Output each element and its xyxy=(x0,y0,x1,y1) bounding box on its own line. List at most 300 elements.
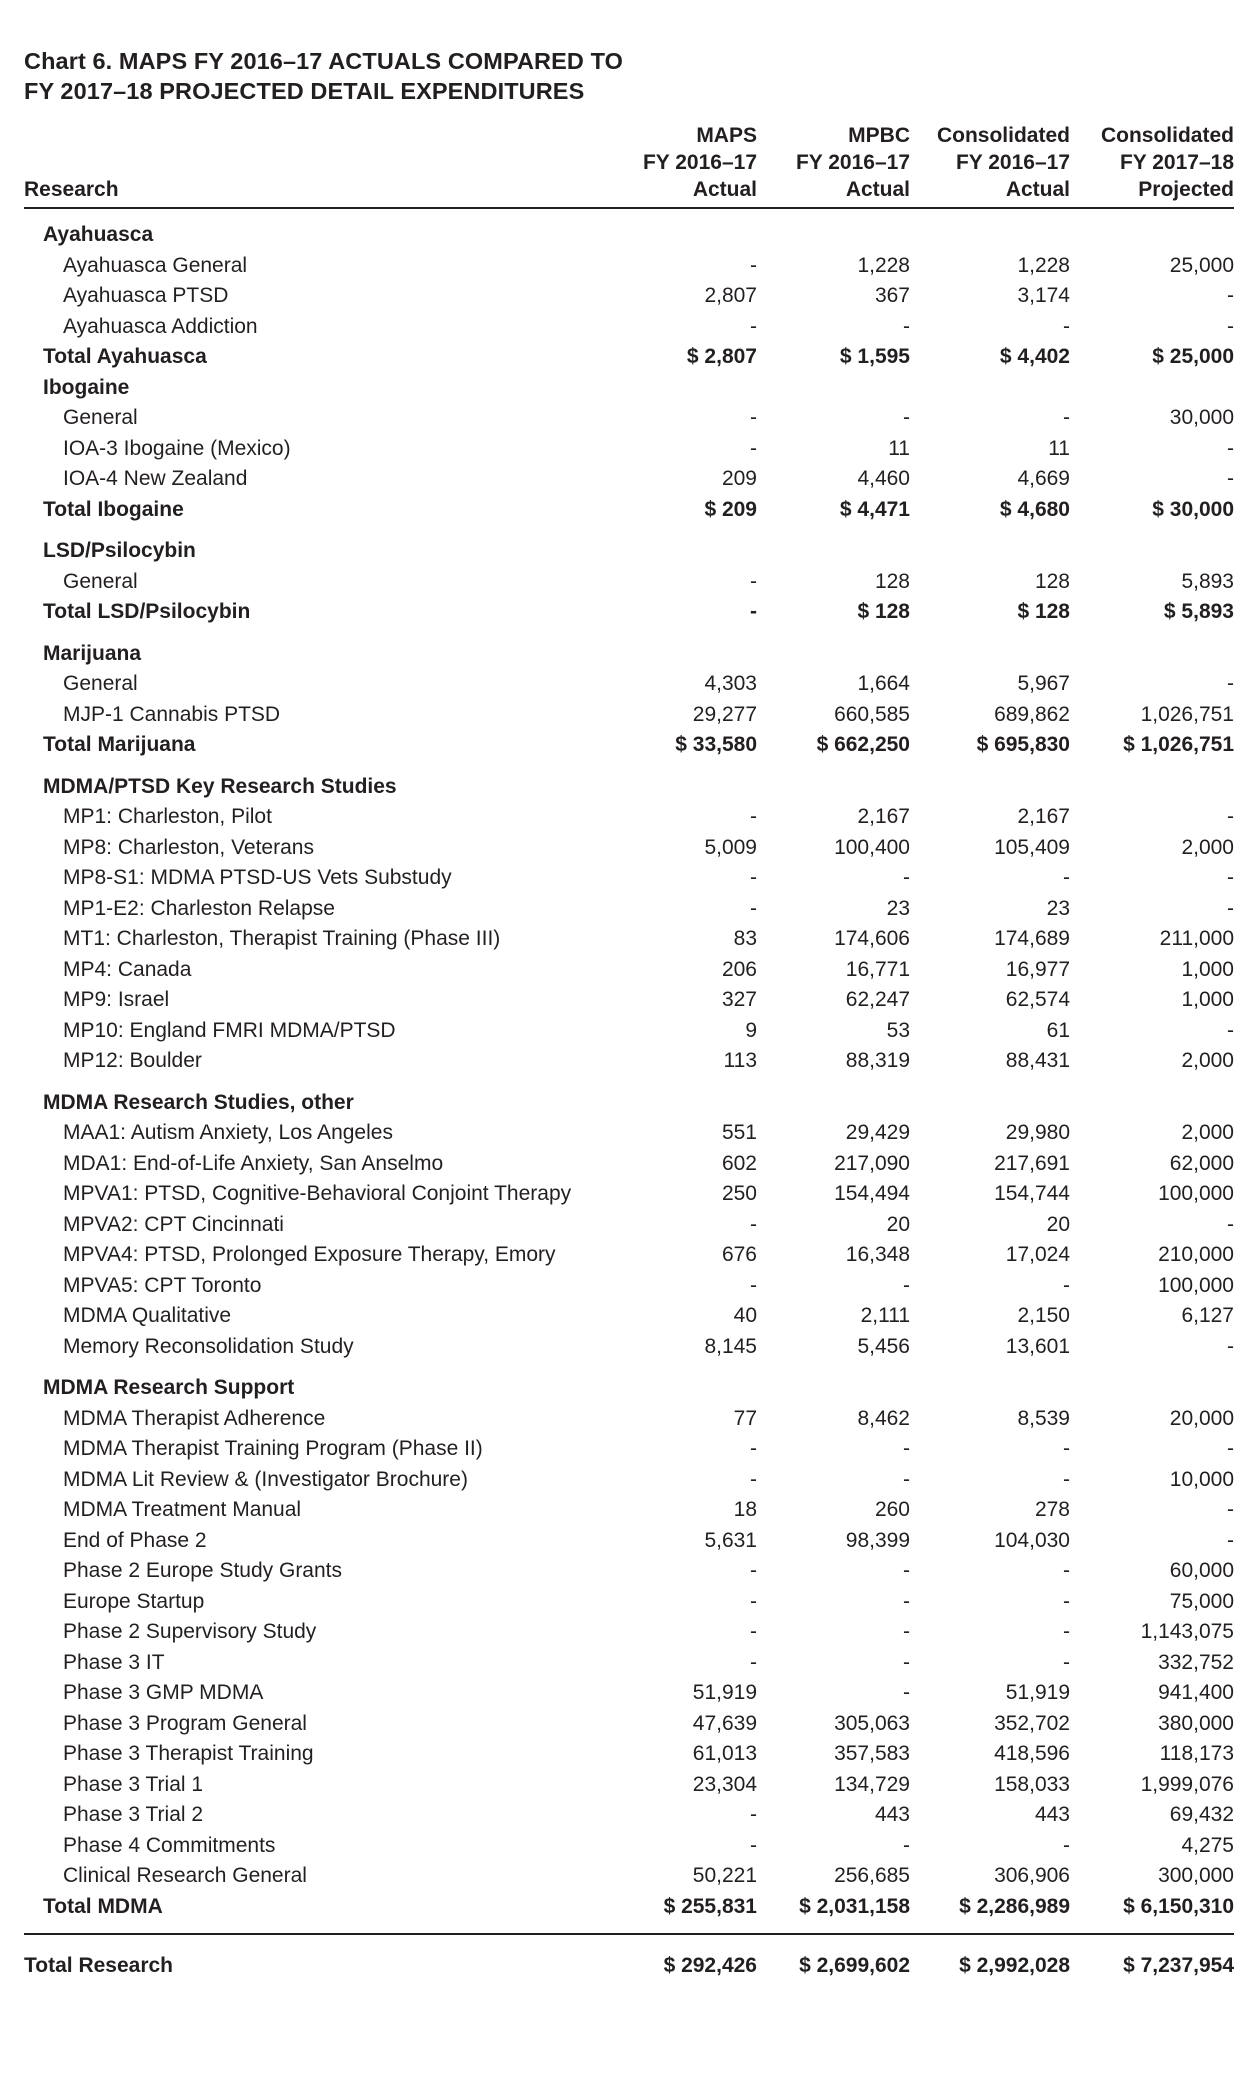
cell-maps-actual: 250 xyxy=(721,1182,757,1205)
row-label: MP1: Charleston, Pilot xyxy=(63,805,272,828)
cell-consolidated-projected: 75,000 xyxy=(1169,1589,1234,1613)
section-header-row xyxy=(24,220,1234,251)
cell-consolidated-projected: - xyxy=(1227,284,1234,307)
cell-consolidated-actual: 105,409 xyxy=(994,835,1070,859)
cell-consolidated-actual: 20 xyxy=(1046,1212,1070,1236)
cell-mpbc-actual: - xyxy=(903,1650,910,1674)
total-mpbc-actual: $ 4,471 xyxy=(839,497,910,521)
row-label: MP8: Charleston, Veterans xyxy=(63,835,314,859)
table-body xyxy=(24,208,1234,1997)
row-label: Phase 3 Trial 1 xyxy=(63,1772,204,1796)
cell-consolidated-projected: 5,893 xyxy=(1181,569,1234,593)
title-line-2: FY 2017–18 PROJECTED DETAIL EXPENDITURES xyxy=(24,78,585,104)
cell-maps-actual: - xyxy=(750,1212,757,1236)
cell-mpbc-actual: 4,460 xyxy=(857,467,910,490)
row-label: Ayahuasca PTSD xyxy=(63,284,229,307)
total-mpbc-actual: $ 2,031,158 xyxy=(799,1894,910,1918)
cell-maps-actual: 51,919 xyxy=(692,1681,757,1704)
total-mpbc-actual: $ 662,250 xyxy=(816,733,910,756)
row-label: MP10: England FMRI MDMA/PTSD xyxy=(63,1018,396,1042)
cell-maps-actual: - xyxy=(750,406,757,429)
table-row xyxy=(24,833,1234,864)
header-line: MAPS xyxy=(696,124,757,147)
total-label: Total Ayahuasca xyxy=(43,345,207,368)
cell-consolidated-actual: 104,030 xyxy=(994,1528,1070,1552)
cell-maps-actual: 77 xyxy=(733,1406,757,1430)
cell-maps-actual: 83 xyxy=(733,927,757,950)
cell-consolidated-projected: 1,143,075 xyxy=(1140,1620,1234,1643)
cell-consolidated-actual: - xyxy=(1063,406,1070,429)
table-row xyxy=(24,924,1234,955)
cell-mpbc-actual: 53 xyxy=(886,1018,910,1042)
cell-mpbc-actual: 256,685 xyxy=(834,1864,910,1887)
cell-maps-actual: 50,221 xyxy=(692,1864,757,1887)
cell-maps-actual: - xyxy=(750,1273,757,1297)
cell-mpbc-actual: 98,399 xyxy=(845,1528,910,1552)
header-maps-actual xyxy=(625,122,757,208)
table-row xyxy=(24,1434,1234,1465)
cell-consolidated-actual: - xyxy=(1063,1559,1070,1582)
cell-consolidated-actual: 61 xyxy=(1046,1018,1070,1042)
cell-maps-actual: 18 xyxy=(733,1498,757,1521)
cell-consolidated-actual: 689,862 xyxy=(994,702,1070,726)
cell-consolidated-actual: 2,150 xyxy=(1017,1304,1070,1327)
cell-mpbc-actual: 154,494 xyxy=(834,1182,910,1205)
header-line: Projected xyxy=(1138,178,1234,201)
table-row xyxy=(24,1179,1234,1210)
cell-consolidated-projected: 332,752 xyxy=(1158,1650,1234,1674)
section-header-row xyxy=(24,639,1234,670)
cell-mpbc-actual: 20 xyxy=(886,1212,910,1236)
cell-consolidated-projected: 60,000 xyxy=(1169,1559,1234,1582)
cell-maps-actual: - xyxy=(750,1589,757,1613)
table-row xyxy=(24,1739,1234,1770)
cell-consolidated-actual: 8,539 xyxy=(1017,1406,1070,1430)
cell-consolidated-projected: - xyxy=(1227,805,1234,828)
row-label: IOA-3 Ibogaine (Mexico) xyxy=(63,436,291,460)
cell-maps-actual: 9 xyxy=(745,1018,757,1042)
cell-maps-actual: 5,009 xyxy=(704,835,757,859)
spacer-row xyxy=(24,761,1234,772)
cell-mpbc-actual: 128 xyxy=(874,569,910,593)
grand-total-consolidated-projected: $ 7,237,954 xyxy=(1070,1934,1234,1997)
cell-consolidated-projected: 2,000 xyxy=(1181,1049,1234,1072)
cell-consolidated-projected: 1,000 xyxy=(1181,957,1234,981)
table-row xyxy=(24,1709,1234,1740)
cell-consolidated-actual: - xyxy=(1063,1620,1070,1643)
cell-consolidated-projected: - xyxy=(1227,1498,1234,1521)
total-label: Total LSD/Psilocybin xyxy=(43,600,251,623)
cell-consolidated-actual: 217,691 xyxy=(994,1151,1070,1175)
cell-maps-actual: 23,304 xyxy=(692,1772,757,1796)
row-label: General xyxy=(63,406,138,429)
total-consolidated-projected: $ 1,026,751 xyxy=(1123,733,1234,756)
cell-consolidated-projected: - xyxy=(1227,896,1234,920)
table-header xyxy=(24,122,1234,208)
cell-mpbc-actual: 100,400 xyxy=(834,835,910,859)
row-label: Phase 3 Therapist Training xyxy=(63,1742,314,1765)
cell-maps-actual: - xyxy=(750,1620,757,1643)
table-row xyxy=(24,802,1234,833)
total-label: Total Ibogaine xyxy=(43,497,184,521)
cell-mpbc-actual: - xyxy=(903,1467,910,1491)
spacer-cell xyxy=(24,1922,1234,1934)
row-label: Europe Startup xyxy=(63,1589,205,1613)
cell-consolidated-actual: - xyxy=(1063,1589,1070,1613)
section-title: MDMA/PTSD Key Research Studies xyxy=(43,774,397,798)
table-row xyxy=(24,1587,1234,1618)
table-row xyxy=(24,1465,1234,1496)
cell-consolidated-actual: 5,967 xyxy=(1017,672,1070,695)
cell-maps-actual: - xyxy=(750,1437,757,1460)
cell-maps-actual: 209 xyxy=(721,467,757,490)
spacer-row xyxy=(24,525,1234,536)
cell-mpbc-actual: 260 xyxy=(874,1498,910,1521)
cell-maps-actual: - xyxy=(750,253,757,277)
table-row xyxy=(24,1800,1234,1831)
cell-maps-actual: - xyxy=(750,805,757,828)
header-line: FY 2016–17 xyxy=(642,151,757,174)
cell-maps-actual: - xyxy=(750,1650,757,1674)
table-row xyxy=(24,1404,1234,1435)
cell-mpbc-actual: 23 xyxy=(886,896,910,920)
header-consolidated-actual xyxy=(910,122,1070,208)
header-line: Actual xyxy=(692,178,757,201)
header-research: Research xyxy=(24,122,625,208)
cell-consolidated-actual: 278 xyxy=(1034,1498,1070,1521)
header-line: Actual xyxy=(1005,178,1070,201)
cell-consolidated-projected: 20,000 xyxy=(1169,1406,1234,1430)
cell-mpbc-actual: 305,063 xyxy=(834,1711,910,1735)
table-row xyxy=(24,955,1234,986)
cell-consolidated-actual: 4,669 xyxy=(1017,467,1070,490)
table-row xyxy=(24,1678,1234,1709)
section-title: MDMA Research Studies, other xyxy=(43,1090,354,1114)
cell-consolidated-actual: 3,174 xyxy=(1017,284,1070,307)
cell-mpbc-actual: 367 xyxy=(874,284,910,307)
cell-consolidated-actual: 2,167 xyxy=(1017,805,1070,828)
cell-consolidated-projected: - xyxy=(1227,314,1234,338)
spacer-cell xyxy=(24,1077,1234,1088)
cell-consolidated-actual: 23 xyxy=(1046,896,1070,920)
cell-consolidated-projected: - xyxy=(1227,1212,1234,1236)
cell-consolidated-projected: - xyxy=(1227,1334,1234,1358)
cell-mpbc-actual: 174,606 xyxy=(834,927,910,950)
table-row xyxy=(24,434,1234,465)
cell-consolidated-projected: - xyxy=(1227,1018,1234,1042)
cell-maps-actual: 4,303 xyxy=(704,672,757,695)
row-label: MT1: Charleston, Therapist Training (Phase III) xyxy=(63,927,501,950)
header-line: Consolidated xyxy=(1100,124,1234,147)
row-label: Ayahuasca General xyxy=(63,253,248,277)
row-label: MP1-E2: Charleston Relapse xyxy=(63,896,335,920)
cell-maps-actual: 113 xyxy=(723,1049,757,1072)
row-label: MP4: Canada xyxy=(63,957,192,981)
total-consolidated-projected: $ 25,000 xyxy=(1152,345,1234,368)
cell-mpbc-actual: 88,319 xyxy=(845,1049,910,1072)
cell-mpbc-actual: 2,167 xyxy=(857,805,910,828)
total-maps-actual: $ 209 xyxy=(704,497,757,521)
total-consolidated-actual: $ 128 xyxy=(1017,600,1070,623)
row-label: Ayahuasca Addiction xyxy=(63,314,258,338)
section-header-row xyxy=(24,1088,1234,1119)
row-label: MDMA Treatment Manual xyxy=(63,1498,302,1521)
row-label: Phase 3 GMP MDMA xyxy=(63,1681,264,1704)
cell-consolidated-projected: 10,000 xyxy=(1169,1467,1234,1491)
cell-consolidated-actual: 174,689 xyxy=(994,927,1070,950)
row-label: Phase 2 Europe Study Grants xyxy=(63,1559,342,1582)
row-label: MP12: Boulder xyxy=(63,1049,202,1072)
cell-mpbc-actual: 29,429 xyxy=(845,1121,910,1144)
spacer-row xyxy=(24,1077,1234,1088)
cell-consolidated-projected: 1,999,076 xyxy=(1140,1772,1234,1796)
cell-consolidated-actual: 17,024 xyxy=(1005,1243,1070,1266)
grand-total-mpbc-actual: $ 2,699,602 xyxy=(757,1934,910,1997)
section-total-row xyxy=(24,342,1234,373)
cell-consolidated-projected: 100,000 xyxy=(1158,1273,1234,1297)
table-row xyxy=(24,669,1234,700)
total-consolidated-actual: $ 4,680 xyxy=(999,497,1070,521)
row-label: Phase 4 Commitments xyxy=(63,1833,276,1857)
cell-maps-actual: - xyxy=(750,1559,757,1582)
spacer-cell xyxy=(24,208,1234,220)
row-label: MDA1: End-of-Life Anxiety, San Anselmo xyxy=(63,1151,444,1175)
cell-mpbc-actual: 16,771 xyxy=(845,957,910,981)
total-label: Total Marijuana xyxy=(43,733,196,756)
cell-maps-actual: 5,631 xyxy=(704,1528,757,1552)
grand-total-label: Total Research xyxy=(24,1934,625,1997)
table-row xyxy=(24,1526,1234,1557)
cell-mpbc-actual: 134,729 xyxy=(834,1772,910,1796)
cell-mpbc-actual: - xyxy=(903,1437,910,1460)
table-row xyxy=(24,1046,1234,1077)
table-row xyxy=(24,464,1234,495)
header-line: FY 2017–18 xyxy=(1119,151,1234,174)
cell-consolidated-actual: 306,906 xyxy=(994,1864,1070,1887)
cell-consolidated-actual: - xyxy=(1063,1833,1070,1857)
total-consolidated-actual: $ 2,286,989 xyxy=(959,1894,1070,1918)
row-label: End of Phase 2 xyxy=(63,1528,207,1552)
table-row xyxy=(24,1149,1234,1180)
grand-total-consolidated-actual: $ 2,992,028 xyxy=(910,1934,1070,1997)
row-label: Memory Reconsolidation Study xyxy=(63,1334,354,1358)
spacer-row xyxy=(24,208,1234,220)
cell-consolidated-projected: 211,000 xyxy=(1159,927,1234,950)
row-label: MPVA5: CPT Toronto xyxy=(63,1273,262,1297)
cell-maps-actual: - xyxy=(750,436,757,460)
total-consolidated-actual: $ 695,830 xyxy=(976,733,1070,756)
section-title: Marijuana xyxy=(43,641,142,665)
total-maps-actual: $ 33,580 xyxy=(675,733,757,756)
row-label: MDMA Therapist Training Program (Phase II) xyxy=(63,1437,483,1460)
cell-mpbc-actual: 5,456 xyxy=(857,1334,910,1358)
cell-consolidated-projected: - xyxy=(1227,1528,1234,1552)
section-title: Ayahuasca xyxy=(43,223,154,246)
cell-consolidated-projected: 100,000 xyxy=(1158,1182,1234,1205)
row-label: Clinical Research General xyxy=(63,1864,307,1887)
cell-maps-actual: 327 xyxy=(721,988,757,1011)
cell-maps-actual: 2,807 xyxy=(704,284,757,307)
total-mpbc-actual: $ 128 xyxy=(857,600,910,623)
table-row xyxy=(24,894,1234,925)
spacer-cell xyxy=(24,761,1234,772)
cell-consolidated-actual: - xyxy=(1063,314,1070,338)
cell-maps-actual: - xyxy=(750,866,757,889)
row-label: Phase 3 Program General xyxy=(63,1711,307,1735)
section-title: Ibogaine xyxy=(43,375,130,399)
total-consolidated-projected: $ 30,000 xyxy=(1152,497,1234,521)
total-mpbc-actual: $ 1,595 xyxy=(839,345,910,368)
cell-consolidated-projected: 1,000 xyxy=(1181,988,1234,1011)
cell-mpbc-actual: 2,111 xyxy=(860,1304,910,1327)
cell-consolidated-projected: 4,275 xyxy=(1181,1833,1234,1857)
cell-mpbc-actual: 62,247 xyxy=(845,988,910,1011)
cell-consolidated-actual: 16,977 xyxy=(1005,957,1070,981)
row-label: MP8-S1: MDMA PTSD-US Vets Substudy xyxy=(63,866,452,889)
cell-consolidated-projected: 941,400 xyxy=(1158,1681,1234,1704)
table-row xyxy=(24,1648,1234,1679)
cell-consolidated-actual: 158,033 xyxy=(994,1772,1070,1796)
table-row xyxy=(24,1301,1234,1332)
cell-mpbc-actual: 16,348 xyxy=(845,1243,910,1266)
total-label: Total MDMA xyxy=(43,1894,163,1918)
table-row xyxy=(24,1861,1234,1892)
table-row xyxy=(24,1556,1234,1587)
spacer-cell xyxy=(24,1362,1234,1373)
cell-consolidated-actual: 418,596 xyxy=(994,1742,1070,1765)
row-label: MDMA Qualitative xyxy=(63,1304,232,1327)
cell-consolidated-actual: 443 xyxy=(1034,1803,1070,1826)
cell-consolidated-actual: - xyxy=(1063,1467,1070,1491)
row-label: IOA-4 New Zealand xyxy=(63,467,248,490)
total-consolidated-projected: $ 6,150,310 xyxy=(1123,1894,1234,1918)
cell-mpbc-actual: 443 xyxy=(874,1803,910,1826)
table-row xyxy=(24,1495,1234,1526)
row-label: MJP-1 Cannabis PTSD xyxy=(63,702,281,726)
cell-consolidated-actual: 88,431 xyxy=(1005,1049,1070,1072)
cell-maps-actual: 602 xyxy=(721,1151,757,1175)
cell-consolidated-projected: - xyxy=(1227,672,1234,695)
spacer-cell xyxy=(24,525,1234,536)
cell-consolidated-actual: 51,919 xyxy=(1005,1681,1070,1704)
section-header-row xyxy=(24,373,1234,404)
cell-mpbc-actual: - xyxy=(903,1589,910,1613)
cell-consolidated-actual: 128 xyxy=(1034,569,1070,593)
cell-consolidated-actual: 154,744 xyxy=(994,1182,1070,1205)
table-row xyxy=(24,1271,1234,1302)
cell-consolidated-projected: 118,173 xyxy=(1159,1742,1234,1765)
cell-consolidated-actual: 62,574 xyxy=(1005,988,1070,1011)
cell-mpbc-actual: 8,462 xyxy=(857,1406,910,1430)
cell-consolidated-actual: 29,980 xyxy=(1005,1121,1070,1144)
cell-maps-actual: 8,145 xyxy=(704,1334,757,1358)
cell-consolidated-actual: 11 xyxy=(1048,436,1070,460)
cell-consolidated-actual: - xyxy=(1063,866,1070,889)
row-label: General xyxy=(63,672,138,695)
cell-consolidated-projected: 2,000 xyxy=(1181,1121,1234,1144)
cell-maps-actual: 676 xyxy=(721,1243,757,1266)
cell-maps-actual: 47,639 xyxy=(692,1711,757,1735)
row-label: MP9: Israel xyxy=(63,988,170,1011)
cell-consolidated-projected: 2,000 xyxy=(1181,835,1234,859)
table-row xyxy=(24,567,1234,598)
row-label: Phase 3 IT xyxy=(63,1650,165,1674)
cell-maps-actual: - xyxy=(750,314,757,338)
spacer-row xyxy=(24,628,1234,639)
cell-mpbc-actual: 1,228 xyxy=(857,253,910,277)
header-line: Consolidated xyxy=(936,124,1070,147)
cell-mpbc-actual: - xyxy=(903,1681,910,1704)
row-label: MAA1: Autism Anxiety, Los Angeles xyxy=(63,1121,393,1144)
cell-mpbc-actual: - xyxy=(903,406,910,429)
section-total-row xyxy=(24,495,1234,526)
title-line-1: Chart 6. MAPS FY 2016–17 ACTUALS COMPARED TO xyxy=(24,48,624,74)
spacer-row xyxy=(24,1922,1234,1934)
table-row xyxy=(24,700,1234,731)
expenditure-table xyxy=(24,122,1234,1997)
header-mpbc-actual xyxy=(757,122,910,208)
cell-consolidated-actual: 1,228 xyxy=(1017,253,1070,277)
cell-mpbc-actual: 660,585 xyxy=(834,702,910,726)
total-maps-actual: $ 255,831 xyxy=(663,1894,757,1918)
cell-mpbc-actual: - xyxy=(903,866,910,889)
cell-consolidated-projected: 300,000 xyxy=(1158,1864,1234,1887)
cell-consolidated-projected: 210,000 xyxy=(1158,1243,1234,1266)
cell-consolidated-actual: - xyxy=(1063,1273,1070,1297)
cell-consolidated-projected: 1,026,751 xyxy=(1140,702,1234,726)
section-total-row xyxy=(24,597,1234,628)
row-label: MPVA1: PTSD, Cognitive-Behavioral Conjoint Therapy xyxy=(63,1182,572,1205)
table-row xyxy=(24,1016,1234,1047)
header-consolidated-projected xyxy=(1070,122,1234,208)
total-maps-actual: - xyxy=(750,600,757,623)
header-line: Actual xyxy=(845,178,910,201)
cell-maps-actual: - xyxy=(750,1803,757,1826)
table-row xyxy=(24,985,1234,1016)
cell-mpbc-actual: - xyxy=(903,1559,910,1582)
cell-maps-actual: 206 xyxy=(721,957,757,981)
section-title: MDMA Research Support xyxy=(43,1376,295,1399)
cell-mpbc-actual: 1,664 xyxy=(857,672,910,695)
cell-mpbc-actual: - xyxy=(903,314,910,338)
cell-consolidated-projected: - xyxy=(1227,436,1234,460)
total-maps-actual: $ 2,807 xyxy=(686,345,757,368)
cell-consolidated-actual: 352,702 xyxy=(994,1711,1070,1735)
row-label: Phase 2 Supervisory Study xyxy=(63,1620,317,1643)
table-row xyxy=(24,1240,1234,1271)
cell-maps-actual: - xyxy=(750,896,757,920)
table-row xyxy=(24,1617,1234,1648)
row-label: MPVA2: CPT Cincinnati xyxy=(63,1212,284,1236)
cell-maps-actual: - xyxy=(750,1467,757,1491)
header-line: FY 2016–17 xyxy=(795,151,910,174)
cell-consolidated-projected: - xyxy=(1227,1437,1234,1460)
section-header-row xyxy=(24,536,1234,567)
cell-maps-actual: 40 xyxy=(733,1304,757,1327)
table-row xyxy=(24,1210,1234,1241)
cell-maps-actual: 551 xyxy=(721,1121,757,1144)
cell-consolidated-actual: - xyxy=(1063,1437,1070,1460)
cell-consolidated-projected: 25,000 xyxy=(1169,253,1234,277)
table-row xyxy=(24,1118,1234,1149)
cell-consolidated-projected: - xyxy=(1227,467,1234,490)
cell-mpbc-actual: 357,583 xyxy=(834,1742,910,1765)
cell-consolidated-projected: 69,432 xyxy=(1169,1803,1234,1826)
cell-maps-actual: - xyxy=(750,569,757,593)
grand-total-row xyxy=(24,1934,1234,1997)
table-row xyxy=(24,1332,1234,1363)
table-row xyxy=(24,1831,1234,1862)
